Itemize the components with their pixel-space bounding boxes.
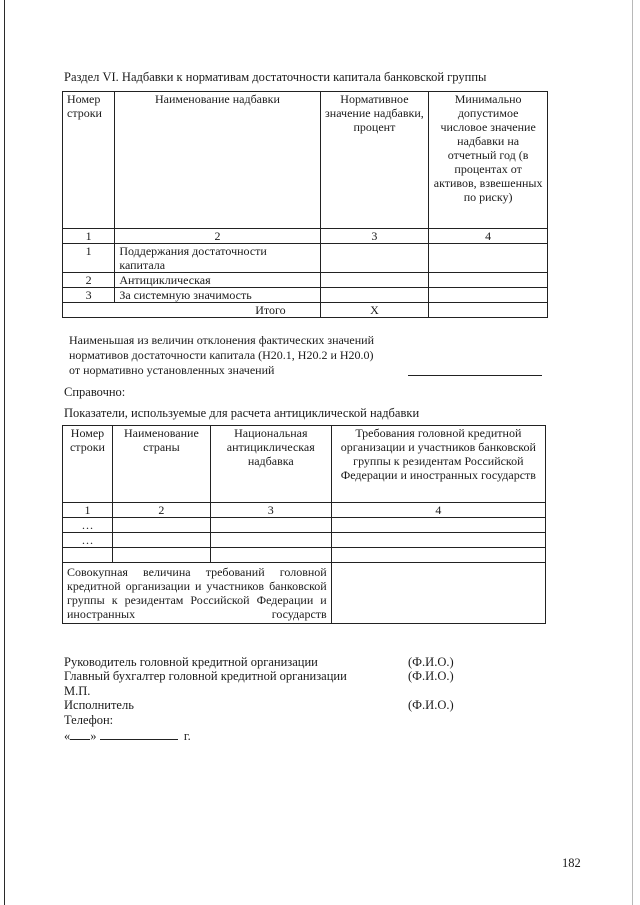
page-edge-right (632, 0, 633, 905)
deviation-line: нормативов достаточности капитала (Н20.1, Н20.2 и Н20.0) (69, 348, 374, 362)
executor-label: Исполнитель (64, 698, 134, 712)
header-normative-value: Нормативное значение надбавки, процент (320, 92, 429, 229)
column-number: 1 (63, 229, 115, 244)
column-number: 3 (210, 503, 331, 518)
column-number: 2 (115, 229, 320, 244)
stamp-label: М.П. (64, 684, 91, 698)
head-fio: (Ф.И.О.) (408, 655, 454, 669)
day-blank (70, 728, 90, 740)
table-row (63, 273, 548, 288)
total-min-value (429, 303, 548, 318)
table-row (63, 548, 546, 563)
header-country-name: Наименование страны (112, 426, 210, 503)
column-number: 4 (331, 503, 545, 518)
table-header-row (63, 426, 546, 503)
header-claims: Требования головной кредитной организации и участников банковской группы к резидентам Российской Федерации и иностранных государств (331, 426, 545, 503)
total-claims-value (331, 563, 545, 624)
total-label: Итого (63, 303, 321, 318)
table-row (63, 288, 548, 303)
executor-fio: (Ф.И.О.) (408, 698, 454, 712)
total-row (63, 563, 546, 624)
row-buffer-name: За системную значимость (115, 288, 320, 303)
deviation-text (69, 333, 374, 378)
row-country (112, 518, 210, 533)
buffers-table (62, 91, 548, 318)
date-line (64, 728, 191, 744)
total-row (63, 303, 548, 318)
table-header-row (63, 92, 548, 229)
countercyclical-table (62, 425, 546, 624)
header-minimum-value: Минимально допустимое числовое значение надбавки на отчетный год (в процентах от активов, взвешенных по риску) (429, 92, 548, 229)
date-open-quote: « (64, 729, 71, 743)
row-country (112, 548, 210, 563)
header-national-buffer: Национальная антициклическая надбавка (210, 426, 331, 503)
phone-label: Телефон: (64, 713, 114, 727)
page-number: 182 (562, 856, 581, 870)
month-blank (100, 728, 178, 740)
header-row-number: Номер строки (63, 92, 115, 229)
column-number: 4 (429, 229, 548, 244)
row-number: 2 (63, 273, 115, 288)
row-minimum-value (429, 244, 548, 273)
table-row (63, 518, 546, 533)
row-number: … (63, 533, 113, 548)
column-number: 1 (63, 503, 113, 518)
row-number: … (63, 518, 113, 533)
column-number: 3 (320, 229, 429, 244)
year-suffix: г. (183, 729, 191, 743)
row-number: 1 (63, 244, 115, 273)
row-buffer-name: Антициклическая (115, 273, 320, 288)
row-buffer-name: Поддержания достаточности капитала (115, 244, 320, 273)
row-claims (331, 533, 545, 548)
row-normative-value (320, 244, 429, 273)
table-row (63, 244, 548, 273)
deviation-line: от нормативно установленных значений (69, 363, 275, 377)
page-edge-left (4, 0, 5, 905)
date-close-quote: » (90, 729, 97, 743)
row-number (63, 548, 113, 563)
deviation-fill-line (408, 375, 542, 376)
section-title: Раздел VI. Надбавки к нормативам достаточности капитала банковской группы (64, 70, 487, 84)
row-country (112, 533, 210, 548)
row-national-buffer (210, 548, 331, 563)
header-buffer-name: Наименование надбавки (115, 92, 320, 229)
table-row (63, 533, 546, 548)
row-normative-value (320, 273, 429, 288)
row-normative-value (320, 288, 429, 303)
reference-label: Справочно: (64, 385, 126, 399)
column-number: 2 (112, 503, 210, 518)
table2-title: Показатели, используемые для расчета антициклической надбавки (64, 406, 420, 420)
accountant-label: Главный бухгалтер головной кредитной организации (64, 669, 347, 683)
deviation-line: Наименьшая из величин отклонения фактических значений (69, 333, 375, 347)
total-value: Х (320, 303, 429, 318)
row-minimum-value (429, 288, 548, 303)
header-row-number: Номер строки (63, 426, 113, 503)
column-number-row (63, 503, 546, 518)
total-claims-label: Совокупная величина требований головной кредитной организации и участников банковской группы к резидентам Российской Федерации и иностранных государств (63, 563, 332, 624)
accountant-fio: (Ф.И.О.) (408, 669, 454, 683)
row-claims (331, 548, 545, 563)
row-national-buffer (210, 533, 331, 548)
row-number: 3 (63, 288, 115, 303)
head-label: Руководитель головной кредитной организации (64, 655, 318, 669)
row-minimum-value (429, 273, 548, 288)
row-national-buffer (210, 518, 331, 533)
row-claims (331, 518, 545, 533)
column-number-row (63, 229, 548, 244)
